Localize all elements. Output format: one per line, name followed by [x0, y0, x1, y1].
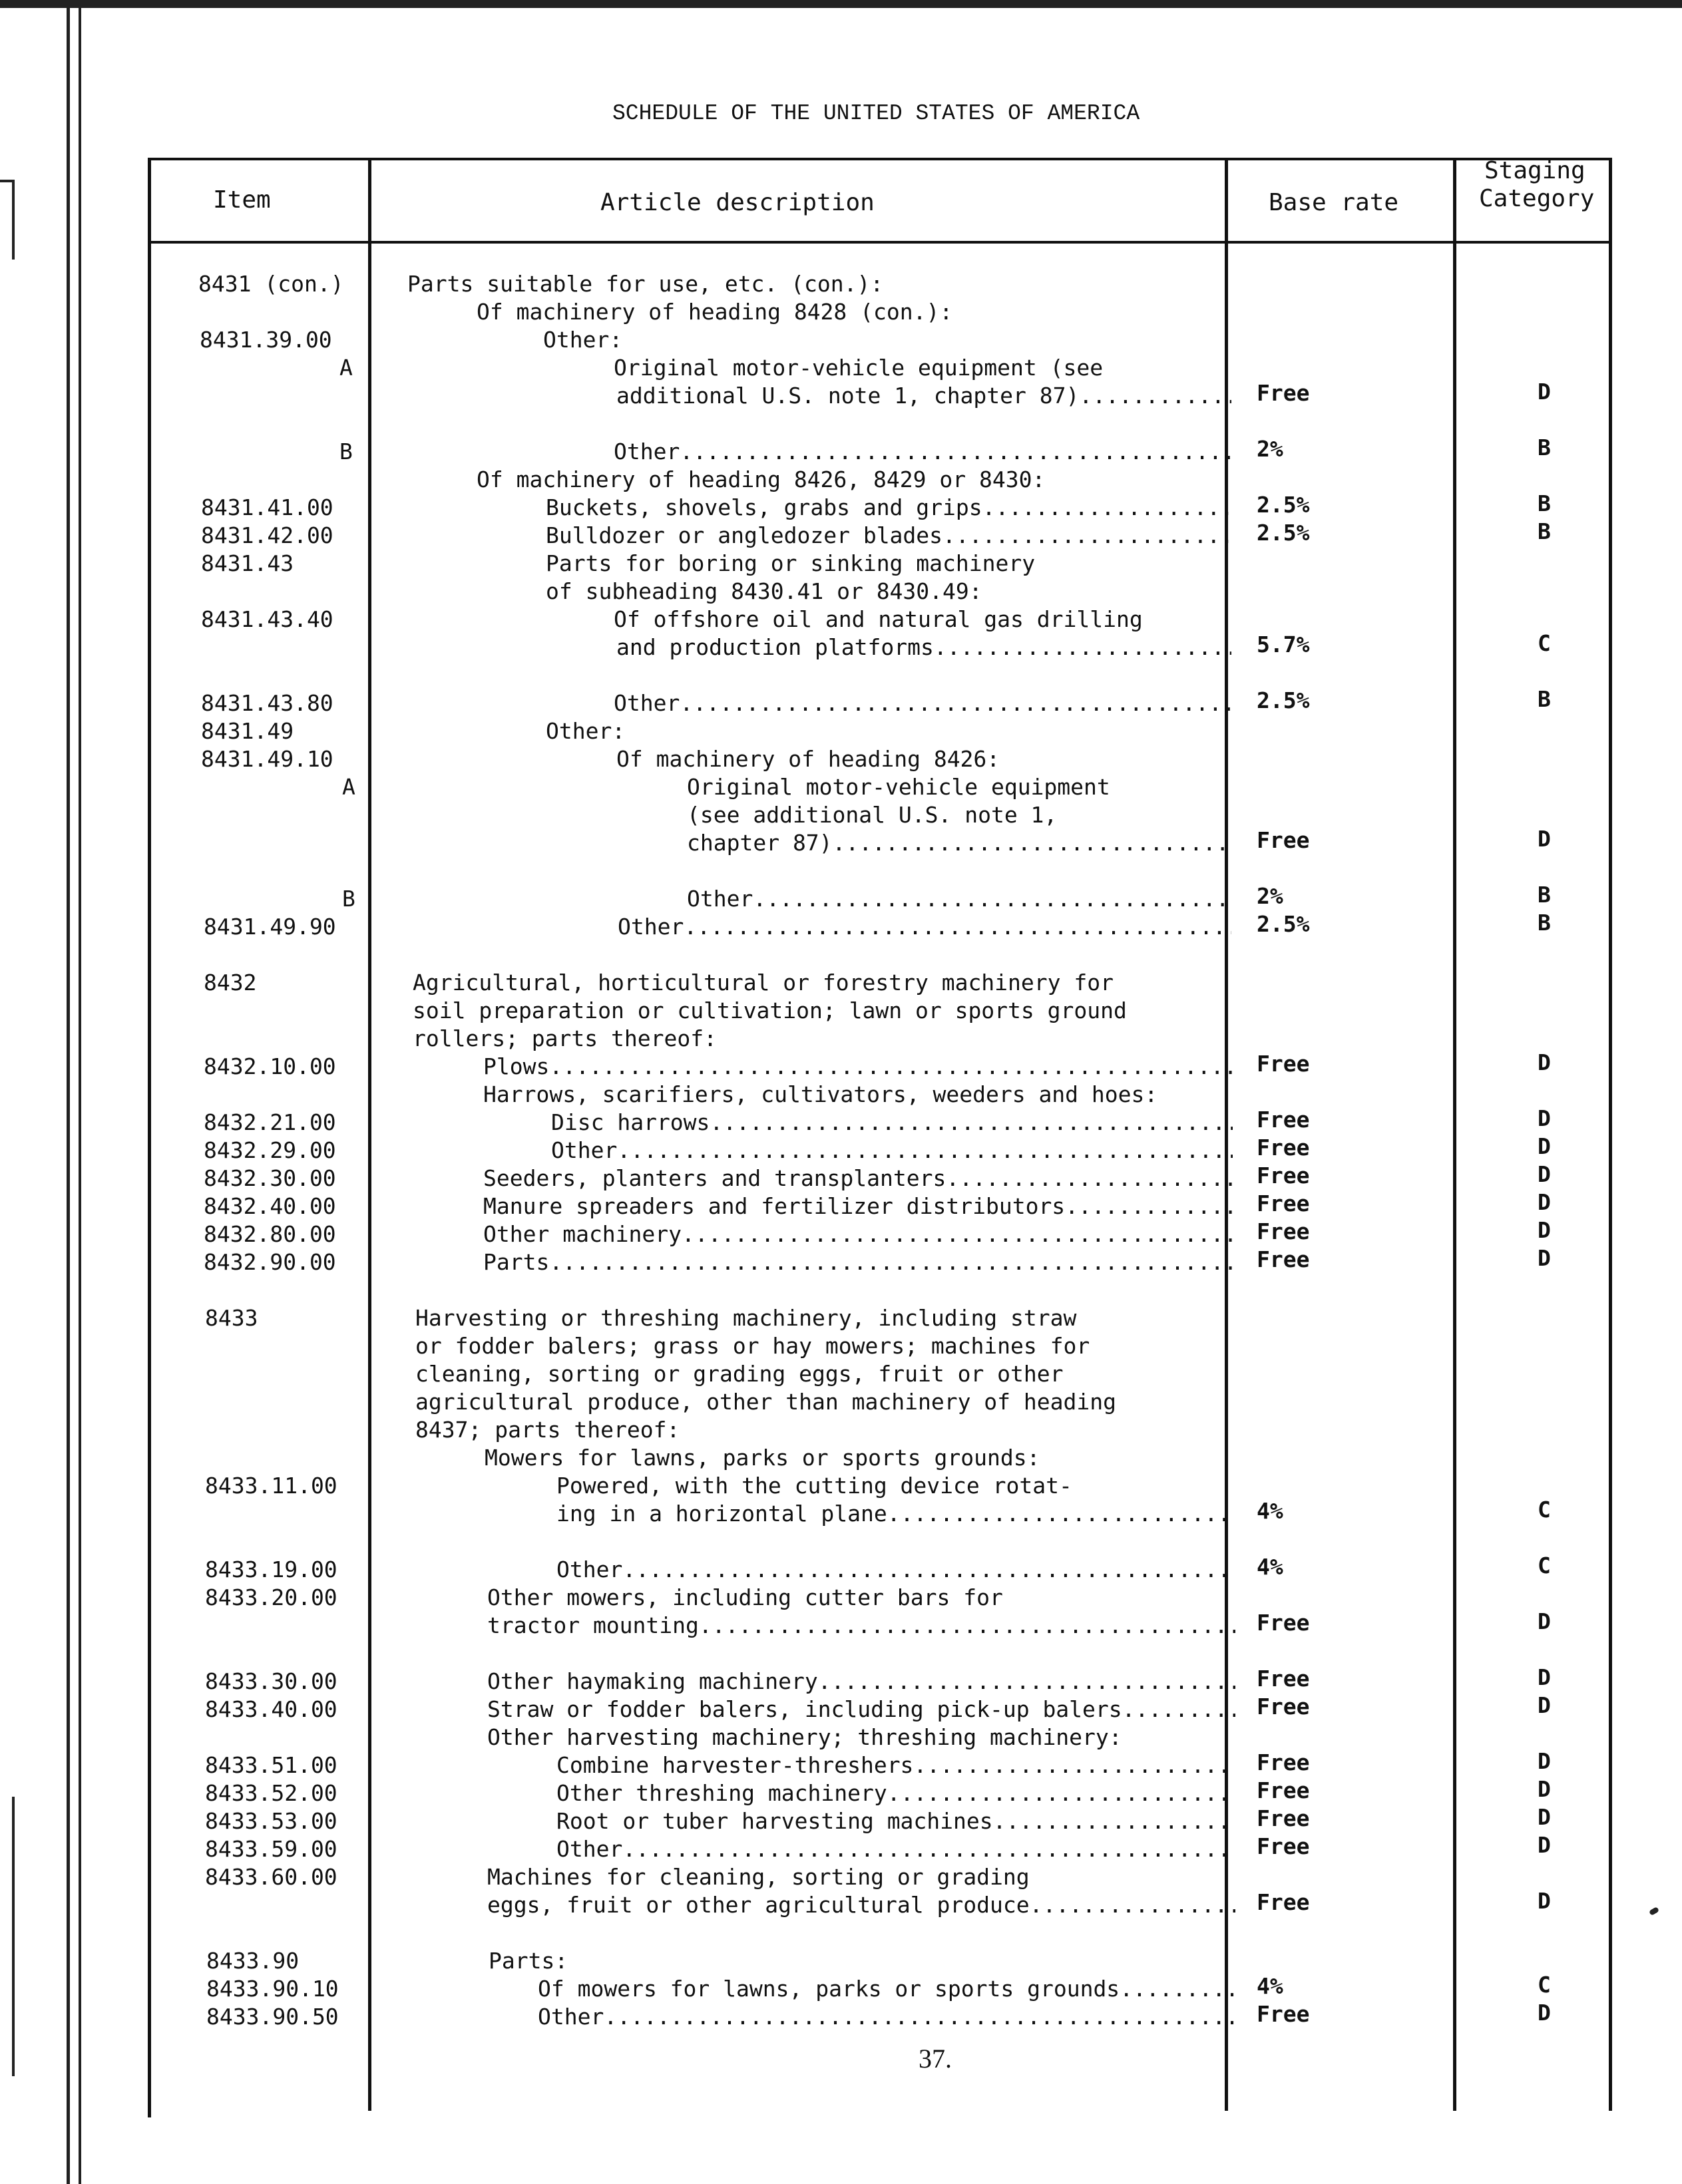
description-text: Other — [556, 1556, 623, 1582]
dot-leader — [622, 1835, 1235, 1863]
base-rate: Free — [1257, 1218, 1310, 1244]
description-text: Of mowers for lawns, parks or sports grounds — [538, 1976, 1120, 2002]
article-description: Parts for boring or sinking machinery — [546, 550, 1036, 576]
staging-category: D — [1538, 1608, 1551, 1634]
dot-leader — [1065, 1192, 1233, 1220]
article-description: Machines for cleaning, sorting or grading — [487, 1864, 1030, 1890]
binding-edge-line — [67, 0, 70, 2184]
description-text: and production platforms — [616, 634, 934, 660]
staging-category: D — [1538, 2000, 1551, 2026]
article-description — [556, 1500, 1235, 1528]
item-number: 8432.30.00 — [204, 1165, 336, 1191]
base-rate: Free — [1257, 1833, 1310, 1859]
description-text: additional U.S. note 1, chapter 87) — [616, 383, 1080, 409]
item-number: 8431.43 — [201, 550, 294, 576]
dot-leader — [1120, 1975, 1235, 2003]
item-number: 8431 (con.) — [198, 271, 344, 297]
description-text: tractor mounting — [487, 1612, 699, 1638]
item-number: 8431.43.40 — [201, 606, 333, 632]
base-rate: 4% — [1257, 1973, 1283, 1999]
item-number: 8432.29.00 — [204, 1137, 336, 1163]
article-description — [551, 1137, 1233, 1165]
item-number: A — [339, 355, 353, 381]
dot-leader — [946, 1165, 1233, 1192]
dot-leader — [833, 829, 1231, 857]
article-description — [483, 1192, 1233, 1220]
base-rate: Free — [1257, 1246, 1310, 1272]
dot-leader — [549, 1053, 1233, 1081]
dot-leader — [1079, 382, 1231, 410]
article-description: Of machinery of heading 8428 (con.): — [477, 299, 953, 325]
staging-category: D — [1538, 1105, 1551, 1131]
description-text: Other machinery — [483, 1221, 682, 1247]
article-description: Agricultural, horticultural or forestry machinery for — [413, 970, 1114, 996]
item-number: 8432.10.00 — [204, 1053, 336, 1079]
staging-category: C — [1538, 1552, 1551, 1578]
article-description: Of offshore oil and natural gas drilling — [614, 606, 1143, 632]
staging-category: D — [1538, 1664, 1551, 1690]
description-text: Other — [538, 2004, 604, 2030]
base-rate: Free — [1257, 827, 1310, 853]
page-number: 37. — [919, 2044, 952, 2074]
article-description: Other: — [546, 718, 626, 744]
description-text: Root or tuber harvesting machines — [556, 1808, 993, 1834]
article-description: Of machinery of heading 8426, 8429 or 8430: — [477, 466, 1046, 492]
dot-leader — [943, 522, 1231, 550]
header-bottom-rule — [148, 241, 1612, 244]
page-top-border — [0, 0, 1682, 8]
base-rate: 4% — [1257, 1554, 1283, 1580]
description-text: Other haymaking machinery — [487, 1668, 818, 1694]
base-rate: 2.5% — [1257, 520, 1310, 546]
header-base-rate: Base rate — [1269, 189, 1399, 216]
article-description — [556, 1556, 1235, 1584]
dot-leader — [699, 1612, 1235, 1640]
article-description: Harrows, scarifiers, cultivators, weeders and hoes: — [483, 1081, 1158, 1107]
item-number: 8433.30.00 — [205, 1668, 337, 1694]
article-description — [687, 885, 1231, 913]
table-top-rule — [148, 158, 1612, 160]
dot-leader — [913, 1751, 1235, 1779]
base-rate: 2.5% — [1257, 911, 1310, 937]
column-divider-item — [368, 158, 371, 2111]
dot-leader — [982, 494, 1231, 522]
article-description — [556, 1751, 1235, 1779]
item-number: 8433.60.00 — [205, 1864, 337, 1890]
dot-leader — [680, 438, 1231, 466]
item-number: 8431.43.80 — [201, 690, 333, 716]
staging-category: D — [1538, 379, 1551, 405]
article-description — [487, 1668, 1235, 1696]
article-description: Of machinery of heading 8426: — [616, 746, 1000, 772]
base-rate: Free — [1257, 1610, 1310, 1636]
article-description: cleaning, sorting or grading eggs, fruit or other — [415, 1361, 1064, 1387]
base-rate: Free — [1257, 1190, 1310, 1216]
staging-category: C — [1538, 1972, 1551, 1998]
item-number: 8431.42.00 — [201, 522, 333, 548]
article-description: Harvesting or threshing machinery, including straw — [415, 1305, 1077, 1331]
item-number: 8432.21.00 — [204, 1109, 336, 1135]
article-description: of subheading 8430.41 or 8430.49: — [546, 578, 982, 604]
article-description — [538, 1975, 1235, 2003]
dot-leader — [617, 1137, 1233, 1165]
base-rate: Free — [1257, 1749, 1310, 1775]
description-text: Seeders, planters and transplanters — [483, 1165, 946, 1191]
description-text: Other — [614, 690, 680, 716]
base-rate: Free — [1257, 1666, 1310, 1692]
item-number: 8431.39.00 — [200, 327, 332, 353]
description-text: Buckets, shovels, grabs and grips — [546, 494, 982, 520]
stray-mark — [1649, 1907, 1659, 1916]
description-text: Other — [687, 886, 753, 912]
header-staging-line1: Staging — [1484, 157, 1585, 184]
article-description: rollers; parts thereof: — [413, 1025, 717, 1051]
base-rate: 2% — [1257, 883, 1283, 909]
base-rate: Free — [1257, 1051, 1310, 1077]
description-text: Other — [614, 439, 680, 464]
staging-category: C — [1538, 630, 1551, 656]
column-divider-rate — [1453, 158, 1456, 2111]
staging-category: D — [1538, 1161, 1551, 1187]
item-number: 8433.59.00 — [205, 1836, 337, 1862]
item-number: 8431.49.90 — [204, 914, 336, 940]
staging-category: D — [1538, 1832, 1551, 1858]
article-description — [551, 1109, 1233, 1137]
item-number: 8432.40.00 — [204, 1193, 336, 1219]
article-description: Other harvesting machinery; threshing machinery: — [487, 1724, 1122, 1750]
description-text: Bulldozer or angledozer blades — [546, 522, 943, 548]
description-text: Other — [618, 914, 684, 940]
article-description — [556, 1835, 1235, 1863]
article-description: Original motor-vehicle equipment — [687, 774, 1110, 800]
staging-category: B — [1538, 910, 1551, 936]
item-number: 8432.80.00 — [204, 1221, 336, 1247]
article-description — [487, 1891, 1235, 1919]
item-number: 8431.49 — [201, 718, 294, 744]
article-description: Mowers for lawns, parks or sports grounds: — [485, 1445, 1040, 1471]
item-number: A — [342, 774, 355, 800]
staging-category: D — [1538, 1049, 1551, 1075]
staging-category: B — [1538, 435, 1551, 460]
staging-category: D — [1538, 1748, 1551, 1774]
description-text: eggs, fruit or other agricultural produce — [487, 1892, 1030, 1918]
item-number: 8431.49.10 — [201, 746, 333, 772]
staging-category: B — [1538, 490, 1551, 516]
description-text: Manure spreaders and fertilizer distributors — [483, 1193, 1066, 1219]
article-description: Other mowers, including cutter bars for — [487, 1584, 1003, 1610]
item-number: 8433.90 — [206, 1948, 300, 1974]
base-rate: Free — [1257, 1694, 1310, 1720]
description-text: Straw or fodder balers, including pick-up balers — [487, 1696, 1122, 1722]
article-description — [687, 829, 1231, 857]
description-text: chapter 87) — [687, 830, 833, 856]
dot-leader — [682, 1220, 1233, 1248]
dot-leader — [993, 1807, 1235, 1835]
binding-edge-line — [12, 180, 15, 260]
table-left-rule — [148, 158, 151, 2117]
article-description — [614, 438, 1231, 466]
dot-leader — [887, 1500, 1235, 1528]
description-text: Plows — [483, 1053, 550, 1079]
article-description: or fodder balers; grass or hay mowers; machines for — [415, 1333, 1090, 1359]
base-rate: 2.5% — [1257, 492, 1310, 518]
article-description: Original motor-vehicle equipment (see — [614, 355, 1104, 381]
dot-leader — [684, 913, 1231, 941]
description-text: Other — [551, 1137, 618, 1163]
binding-edge-line — [79, 0, 81, 2184]
article-description — [618, 913, 1231, 941]
article-description — [538, 2003, 1235, 2031]
article-description: 8437; parts thereof: — [415, 1417, 680, 1443]
base-rate: 5.7% — [1257, 632, 1310, 657]
article-description — [616, 382, 1231, 410]
article-description — [487, 1612, 1235, 1640]
staging-category: D — [1538, 1133, 1551, 1159]
article-description: Other: — [543, 327, 623, 353]
article-description: Powered, with the cutting device rotat- — [556, 1473, 1072, 1499]
item-number: 8433 — [205, 1305, 258, 1331]
staging-category: D — [1538, 1776, 1551, 1802]
article-description: soil preparation or cultivation; lawn or sports ground — [413, 998, 1127, 1023]
item-number: 8433.40.00 — [205, 1696, 337, 1722]
staging-category: D — [1538, 1692, 1551, 1718]
base-rate: Free — [1257, 1805, 1310, 1831]
article-description — [483, 1248, 1233, 1276]
dot-leader — [934, 634, 1231, 661]
dot-leader — [710, 1109, 1233, 1137]
staging-category: B — [1538, 686, 1551, 712]
dot-leader — [622, 1556, 1235, 1584]
article-description: agricultural produce, other than machinery of heading — [415, 1389, 1116, 1415]
description-text: Other threshing machinery — [556, 1780, 887, 1806]
staging-category: D — [1538, 1804, 1551, 1830]
item-number: 8433.51.00 — [205, 1752, 337, 1778]
staging-category: B — [1538, 518, 1551, 544]
article-description — [556, 1807, 1235, 1835]
header-article-description: Article description — [600, 189, 875, 216]
table-right-rule — [1609, 158, 1612, 2111]
base-rate: Free — [1257, 1135, 1310, 1161]
dot-leader — [887, 1779, 1235, 1807]
staging-category: D — [1538, 1217, 1551, 1243]
base-rate: Free — [1257, 1107, 1310, 1133]
article-description — [483, 1220, 1233, 1248]
description-text: Parts — [483, 1249, 550, 1275]
item-number: 8433.11.00 — [205, 1473, 337, 1499]
item-number: 8433.53.00 — [205, 1808, 337, 1834]
dot-leader — [680, 689, 1231, 717]
dot-leader — [1122, 1696, 1235, 1724]
item-number: 8432 — [204, 970, 257, 996]
description-text: Combine harvester-threshers — [556, 1752, 914, 1778]
article-description — [546, 522, 1231, 550]
staging-category: D — [1538, 826, 1551, 852]
dot-leader — [604, 2003, 1235, 2031]
dot-leader — [1030, 1891, 1235, 1919]
base-rate: 2.5% — [1257, 687, 1310, 713]
base-rate: Free — [1257, 1163, 1310, 1188]
item-number: 8433.52.00 — [205, 1780, 337, 1806]
article-description — [483, 1165, 1233, 1192]
article-description — [546, 494, 1231, 522]
base-rate: Free — [1257, 2001, 1310, 2027]
dot-leader — [549, 1248, 1233, 1276]
base-rate: 2% — [1257, 436, 1283, 462]
staging-category: C — [1538, 1497, 1551, 1523]
header-item: Item — [213, 186, 271, 214]
article-description — [487, 1696, 1235, 1724]
dot-leader — [753, 885, 1231, 913]
article-description — [616, 634, 1231, 661]
article-description — [483, 1053, 1233, 1081]
header-staging-line2: Category — [1479, 185, 1595, 212]
staging-category: D — [1538, 1245, 1551, 1271]
base-rate: 4% — [1257, 1498, 1283, 1524]
article-description — [556, 1779, 1235, 1807]
description-text: ing in a horizontal plane — [556, 1501, 887, 1527]
item-number: 8433.19.00 — [205, 1556, 337, 1582]
base-rate: Free — [1257, 1889, 1310, 1915]
staging-category: D — [1538, 1189, 1551, 1215]
item-number: 8431.41.00 — [201, 494, 333, 520]
item-number: 8432.90.00 — [204, 1249, 336, 1275]
item-number: 8433.90.50 — [206, 2004, 339, 2030]
article-description: Parts: — [489, 1948, 568, 1974]
description-text: Disc harrows — [551, 1109, 710, 1135]
item-number: 8433.20.00 — [205, 1584, 337, 1610]
binding-edge-line — [12, 1797, 15, 2076]
item-number: 8433.90.10 — [206, 1976, 339, 2002]
item-number: B — [342, 886, 355, 912]
article-description — [614, 689, 1231, 717]
article-description: Parts suitable for use, etc. (con.): — [407, 271, 884, 297]
item-number: B — [339, 439, 353, 464]
staging-category: B — [1538, 882, 1551, 908]
article-description: (see additional U.S. note 1, — [687, 802, 1058, 828]
base-rate: Free — [1257, 1777, 1310, 1803]
description-text: Other — [556, 1836, 623, 1862]
dot-leader — [818, 1668, 1235, 1696]
page-title: SCHEDULE OF THE UNITED STATES OF AMERICA — [612, 101, 1140, 126]
base-rate: Free — [1257, 380, 1310, 406]
staging-category: D — [1538, 1888, 1551, 1914]
